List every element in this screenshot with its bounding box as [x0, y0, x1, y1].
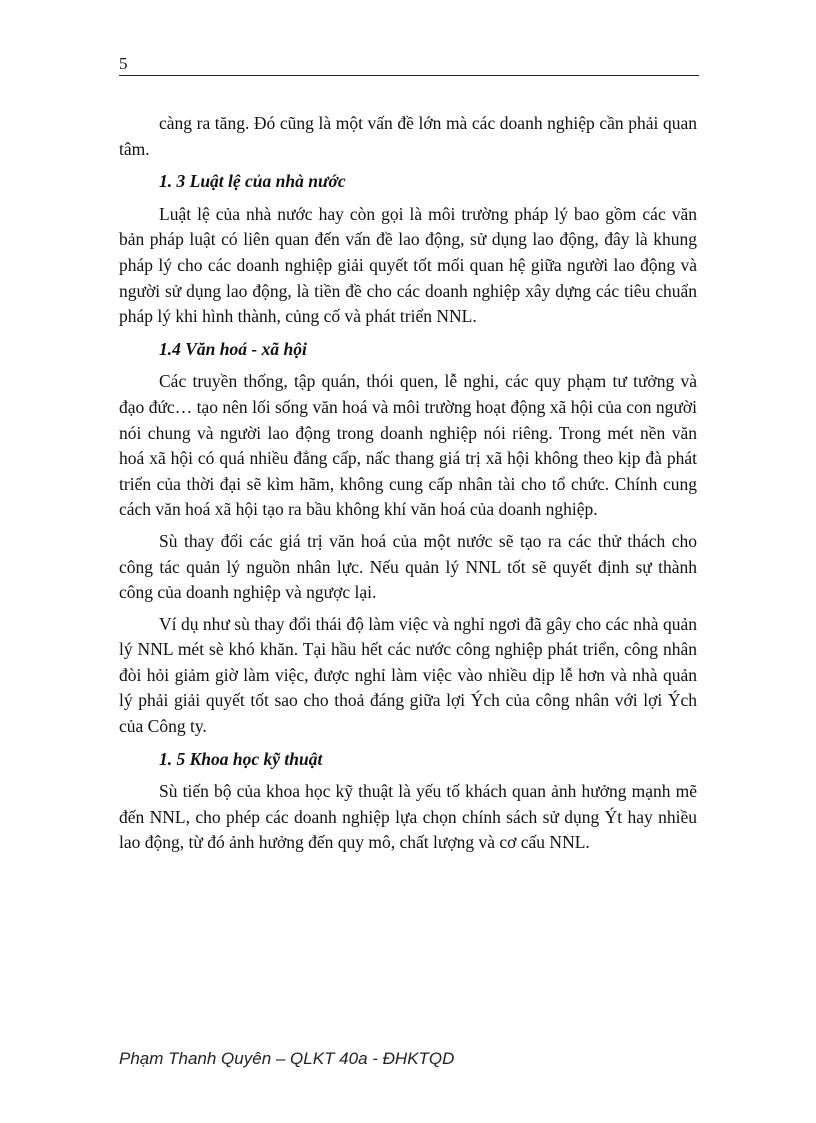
- paragraph-technology: Sù tiến bộ của khoa học kỹ thuật là yếu tố khách quan ảnh hưởng mạnh mẽ đến NNL, cho phép các doanh nghiệp lựa chọn chính sách sử dụng Ýt hay nhiều lao động, từ đó ảnh hưởng đến quy mô, chất lượng và cơ cấu NNL.: [119, 781, 697, 853]
- heading-1-3: 1. 3 Luật lệ của nhà nước: [159, 171, 346, 192]
- page-footer: Phạm Thanh Quyên – QLKT 40a - ĐHKTQD: [119, 1049, 455, 1068]
- paragraph-culture-3: Ví dụ như sù thay đổi thái độ làm việc và nghỉ ngơi đã gây cho các nhà quản lý NNL mét sè khó khăn. Tại hầu hết các nước công nghiệp phát triển, công nhân đòi hỏi giảm giờ làm việc, được nghỉ làm việc vào nhiều dịp lễ hơn và nhà quản lý phải giải quyết tốt sao cho thoả đáng giữa lợi Ých của công nhân với lợi Ých của Công ty.: [119, 613, 697, 737]
- paragraph-culture-1: Các truyền thống, tập quán, thói quen, lễ nghi, các quy phạm tư tưởng và đạo đức… tạo nên lối sống văn hoá và môi trường hoạt động xã hội của con người nói chung và người lao động trong doanh nghiệp nói riêng. Trong mét nền văn hoá xã hội có quá nhiều đẳng cấp, nấc thang giá trị xã hội không theo kịp đà phát triển của thời đại sẽ kìm hãm, không cung cấp nhân tài cho tổ chức. Chính cung cách văn hoá xã hội tạo ra bầu không khí văn hoá của doanh nghiệp.: [119, 371, 697, 520]
- page-number: 5: [119, 54, 128, 73]
- paragraph-culture-2: Sù thay đổi các giá trị văn hoá của một nước sẽ tạo ra các thử thách cho công tác quản lý nguồn nhân lực. Nếu quản lý NNL tốt sẽ quyết định sự thành công của doanh nghiệp và ngược lại.: [119, 530, 697, 603]
- heading-1-5: 1. 5 Khoa học kỹ thuật: [159, 748, 323, 769]
- document-body: [119, 111, 697, 856]
- paragraph-intro: càng ra tăng. Đó cũng là một vấn đề lớn mà các doanh nghiệp cần phải quan tâm.: [119, 113, 697, 159]
- paragraph-law: Luật lệ của nhà nước hay còn gọi là môi trường pháp lý bao gồm các văn bản pháp luật có liên quan đến vấn đề lao động, sử dụng lao động, đây là khung pháp lý cho các doanh nghiệp giải quyết tốt mối quan hệ giữa người lao động và người sử dụng lao động, là tiền đề cho các doanh nghiệp xây dựng các tiêu chuẩn pháp lý khi hình thành, củng cố và phát triển NNL.: [119, 203, 697, 327]
- heading-1-4: 1.4 Văn hoá - xã hội: [159, 338, 307, 359]
- header-rule: [119, 75, 699, 76]
